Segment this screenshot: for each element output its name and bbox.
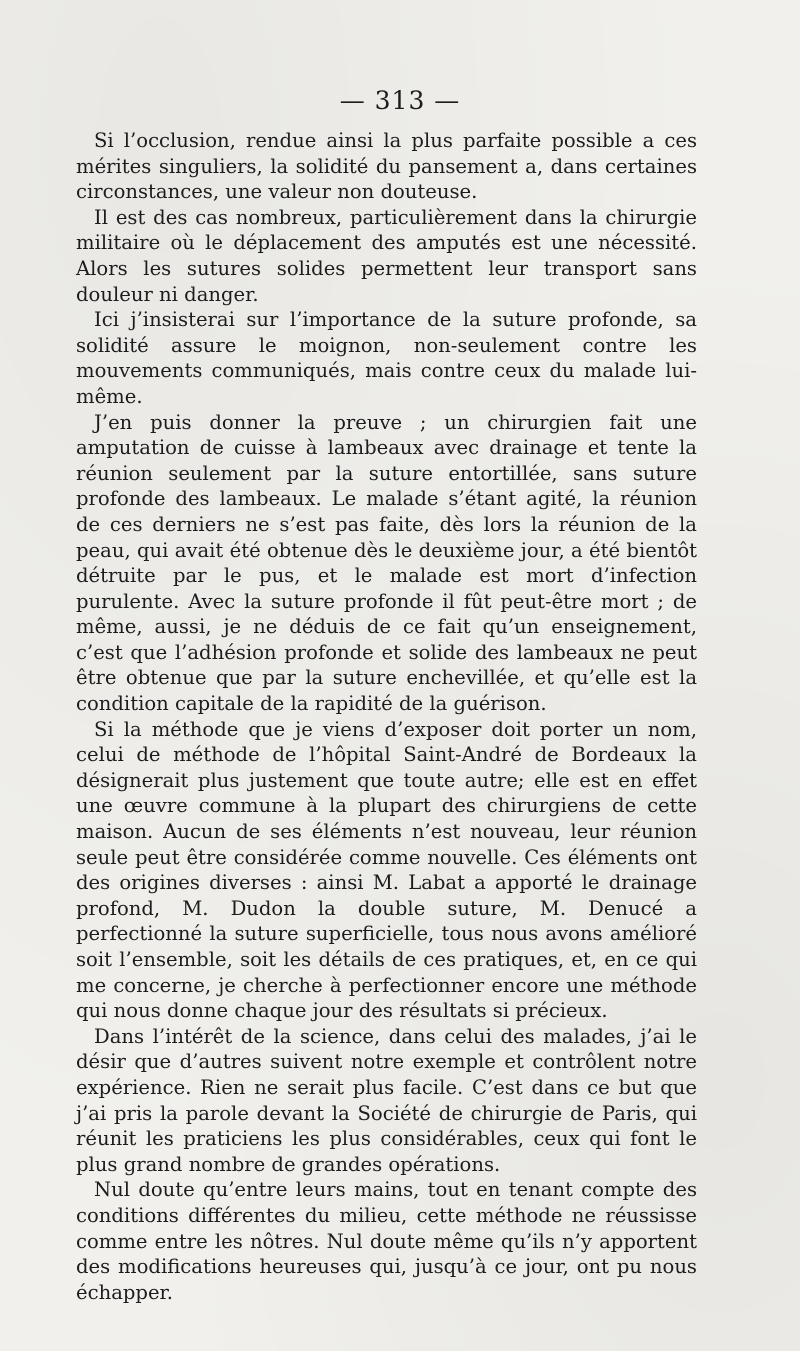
page-number: — 313 — bbox=[339, 86, 461, 115]
paragraph: Si l’occlusion, rendue ainsi la plus parfaite possible a ces mérites singuliers, la solidité du pansement a, dans certaines circonstances, une valeur non douteuse. bbox=[76, 129, 697, 204]
paragraph: Si la méthode que je viens d’exposer doit porter un nom, celui de méthode de l’hôpital Saint-André de Bordeaux la désignerait plus justement que toute autre; elle est en effet une œuvre commune à la plupart des chirurgiens de cette maison. Aucun de ses éléments n’est nouveau, leur réunion seule peut être considérée comme nouvelle. Ces éléments ont des origines diverses : ainsi M. Labat a apporté le drainage profond, M. Dudon la double suture, M. Denucé a perfectionné la suture superficielle, tous nous avons amélioré soit l’ensemble, soit les détails de ces pratiques, et, en ce qui me concerne, je cherche à perfectionner encore une méthode qui nous donne chaque jour des résultats si précieux. bbox=[76, 717, 697, 1023]
paragraph: Ici j’insisterai sur l’importance de la suture profonde, sa solidité assure le moignon, non-seulement contre les mouvements communiqués, mais contre ceux du malade lui-même. bbox=[76, 308, 697, 408]
paragraph: Dans l’intérêt de la science, dans celui des malades, j’ai le désir que d’autres suivent notre exemple et contrôlent notre expérience. Rien ne serait plus facile. C’est dans ce but que j’ai pris la parole devant la Société de chirurgie de Paris, qui réunit les praticiens les plus considérables, ceux qui font le plus grand nombre de grandes opérations. bbox=[76, 1024, 697, 1176]
paragraph: Nul doute qu’entre leurs mains, tout en tenant compte des conditions différentes du milieu, cette méthode ne réussisse comme entre les nôtres. Nul doute même qu’ils n’y apportent des modifications heureuses qui, jusqu’à ce jour, ont pu nous échapper. bbox=[76, 1178, 697, 1304]
paragraph: Il est des cas nombreux, particulièrement dans la chirurgie militaire où le déplacement des amputés est une nécessité. Alors les sutures solides permettent leur transport sans douleur ni danger. bbox=[76, 205, 697, 306]
paragraph: J’en puis donner la preuve ; un chirurgien fait une amputation de cuisse à lambeaux avec drainage et tente la réunion seulement par la suture entortillée, sans suture profonde des lambeaux. Le malade s’étant agité, la réunion de ces derniers ne s’est pas faite, dès lors la réunion de la peau, qui avait été obtenue dès le deuxième jour, a été bientôt détruite par le pus, et le malade est mort d’infection purulente. Avec la suture profonde il fût peut-être mort ; de même, aussi, je ne déduis de ce fait qu’un enseignement, c’est que l’adhésion profonde et solide des lambeaux ne peut être obtenue que par la suture enchevillée, et qu’elle est la condition capitale de la rapidité de la guérison. bbox=[76, 410, 697, 716]
body-text bbox=[76, 128, 697, 1305]
